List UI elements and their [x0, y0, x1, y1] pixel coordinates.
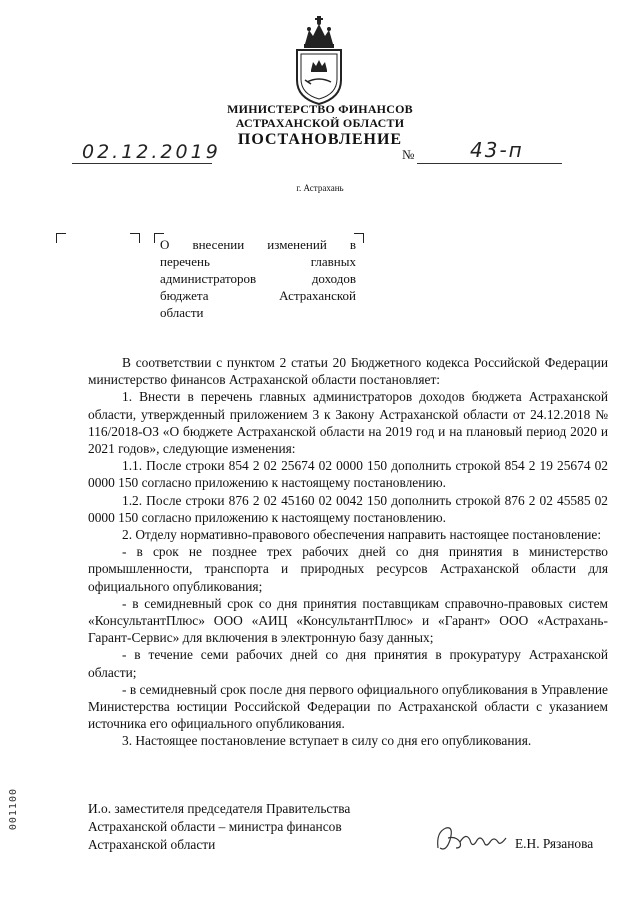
paragraph-item-1: 1. Внести в перечень главных администраторов доходов бюджета Астраханской области, утвержденный приложением 3 к Закону Астраханской области от 24.12.2018 № 116/2018-ОЗ «О бюджете Астраханской области на 2019 год и на плановый период 2020 и 2021 годов», следующие изменения:	[88, 389, 608, 457]
document-body	[88, 354, 608, 750]
corner-mark-top-middle	[130, 233, 140, 243]
subject-line: перечень главных	[160, 254, 356, 269]
subject-line: администраторов доходов	[160, 271, 356, 286]
date-underline	[72, 163, 212, 164]
ministry-name	[150, 102, 490, 130]
ministry-name-line1: МИНИСТЕРСТВО ФИНАНСОВ	[227, 102, 413, 116]
paragraph-item-2-c: - в течение семи рабочих дней со дня принятия в прокуратуру Астраханской области;	[88, 647, 608, 680]
paragraph-item-3: 3. Настоящее постановление вступает в силу со дня его опубликования.	[122, 733, 532, 749]
handwritten-signature	[432, 818, 512, 860]
paragraph-item-2: 2. Отделу нормативно-правового обеспечения направить настоящее постановление:	[122, 527, 602, 543]
document-subject	[160, 236, 356, 321]
handwritten-date: 02.12.2019	[82, 141, 221, 163]
document-type: ПОСТАНОВЛЕНИЕ	[237, 131, 403, 148]
side-registration-number: 001100	[8, 788, 19, 831]
signatory-position	[88, 800, 418, 853]
paragraph-item-1-2: 1.2. После строки 876 2 02 45160 02 0042 150 дополнить строкой 876 2 02 45585 02 0000 150 согласно приложению к настоящему постановлению.	[88, 492, 608, 525]
subject-line: бюджета Астраханской	[160, 288, 356, 303]
city-name: г. Астрахань	[296, 183, 344, 193]
paragraph-intro: В соответствии с пунктом 2 статьи 20 Бюджетного кодекса Российской Федерации министерство финансов Астраханской области постановляет:	[88, 355, 608, 388]
number-label: №	[402, 147, 415, 162]
paragraph-item-2-d: - в семидневный срок после дня первого официального опубликования в Управление Министерства юстиции Российской Федерации по Астраханской области с указанием источника его официального опубликования.	[88, 681, 608, 732]
handwritten-number: 43-п	[470, 138, 524, 162]
subject-line: О внесении изменений в	[160, 237, 356, 252]
paragraph-item-2-a: - в срок не позднее трех рабочих дней со дня принятия в министерство промышленности, транспорта и природных ресурсов Астраханской области для официального опубликования;	[88, 544, 608, 594]
corner-mark-top-left	[56, 233, 66, 243]
position-line: Астраханской области	[88, 836, 216, 852]
coat-of-arms-emblem	[291, 14, 347, 106]
number-underline	[417, 163, 562, 164]
ministry-name-line2: АСТРАХАНСКОЙ ОБЛАСТИ	[235, 116, 405, 130]
paragraph-item-1-1: 1.1. После строки 854 2 02 25674 02 0000 150 дополнить строкой 854 2 19 25674 02 0000 150 согласно приложению к настоящему постановлению.	[88, 458, 608, 491]
position-line: И.о. заместителя председателя Правительства	[88, 801, 351, 816]
paragraph-item-2-b: - в семидневный срок со дня принятия поставщикам справочно-правовых систем «КонсультантПлюс» ООО «АИЦ «КонсультантПлюс» и «Гарант» ООО «Астрахань-Гарант-Сервис» для включения в электронную базу данных;	[88, 595, 608, 646]
signatory-name: Е.Н. Рязанова	[515, 836, 594, 851]
subject-line: области	[160, 305, 204, 320]
position-line: Астраханской области – министра финансов	[88, 818, 342, 834]
